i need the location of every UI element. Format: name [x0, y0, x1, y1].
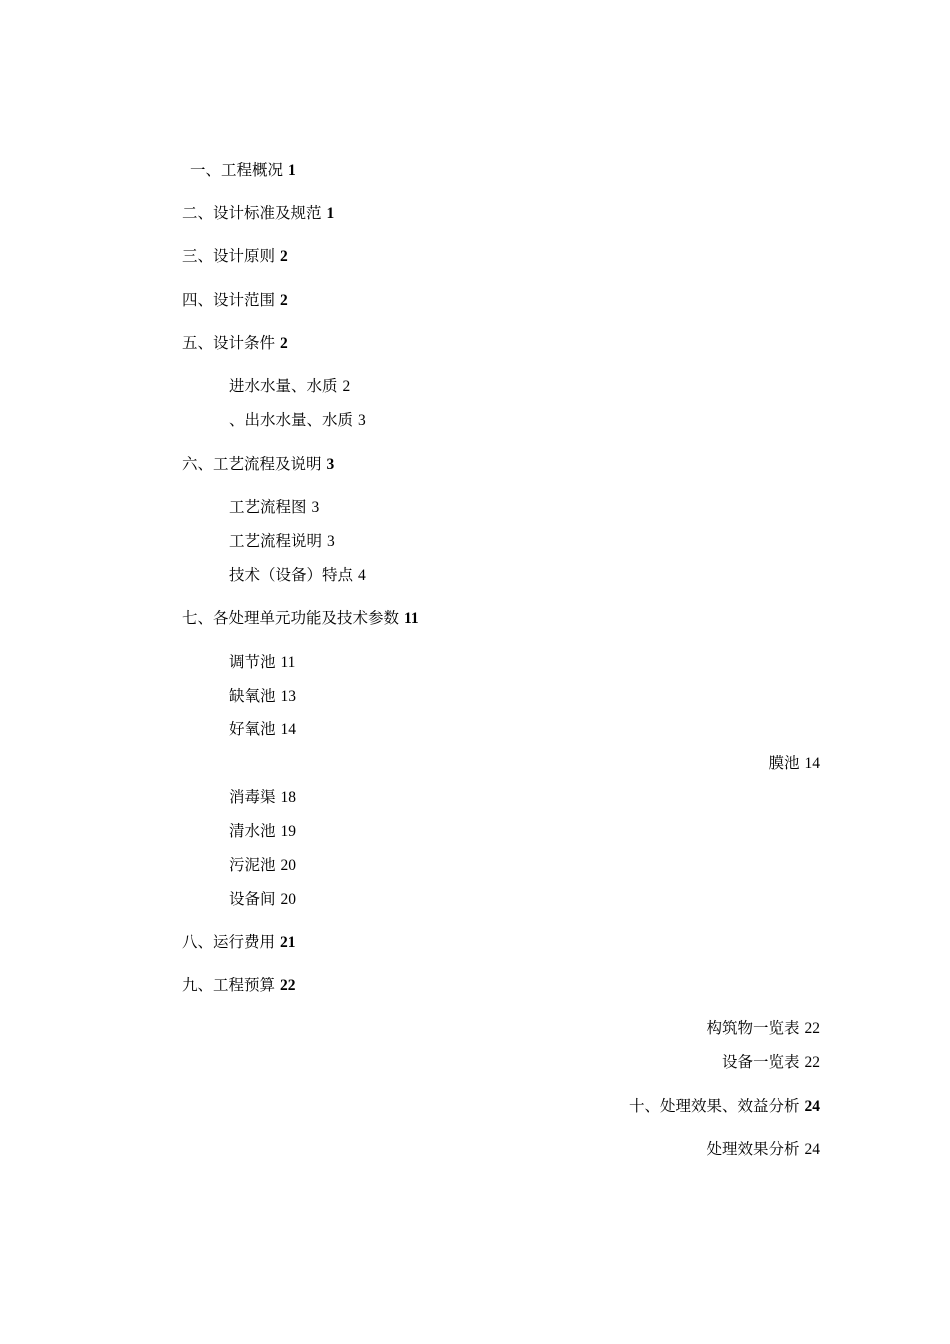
toc-subentry[interactable]: [229, 787, 296, 808]
toc-entry-page: 3: [326, 533, 335, 550]
toc-entry-page: 22: [279, 977, 296, 994]
toc-subentry[interactable]: [229, 855, 296, 876]
toc-entry-title: 处理效果分析: [706, 1140, 800, 1158]
toc-entry-title: 三、设计原则: [182, 247, 276, 265]
toc-entry-title: 缺氧池: [229, 687, 276, 705]
toc-subentry[interactable]: [229, 821, 296, 842]
toc-subentry[interactable]: [769, 753, 820, 774]
toc-entry-title: 膜池: [768, 754, 800, 772]
toc-entry-title: 八、运行费用: [182, 933, 276, 951]
toc-entry-page: 2: [279, 335, 288, 352]
toc-entry[interactable]: [182, 290, 288, 311]
toc-entry-title: 一、工程概况: [190, 161, 284, 179]
toc-entry-page: 24: [804, 1141, 820, 1158]
toc-entry-title: 、出水水量、水质: [229, 411, 354, 429]
toc-entry-title: 十、处理效果、效益分析: [629, 1097, 800, 1115]
toc-entry-page: 2: [279, 248, 288, 265]
toc-subentry[interactable]: [722, 1052, 820, 1073]
toc-entry-title: 工艺流程图: [229, 498, 307, 516]
toc-subentry[interactable]: [229, 376, 350, 397]
toc-entry-title: 好氧池: [229, 720, 276, 738]
toc-entry-page: 3: [357, 412, 366, 429]
toc-subentry[interactable]: [229, 889, 296, 910]
toc-entry-title: 设备一览表: [722, 1053, 800, 1071]
toc-entry[interactable]: [182, 333, 288, 354]
toc-entry[interactable]: [629, 1096, 820, 1117]
toc-entry-page: 2: [279, 292, 288, 309]
toc-entry-page: 3: [326, 456, 335, 473]
toc-entry[interactable]: [182, 454, 334, 475]
toc-entry-page: 24: [804, 1098, 820, 1115]
toc-entry-page: 3: [311, 499, 320, 516]
toc-subentry[interactable]: [229, 652, 295, 673]
toc-subentry[interactable]: [707, 1018, 820, 1039]
toc-entry-title: 设备间: [229, 890, 276, 908]
toc-subentry[interactable]: [229, 686, 296, 707]
toc-entry-page: 11: [280, 654, 296, 671]
toc-entry-page: 22: [804, 1054, 820, 1071]
toc-entry[interactable]: [182, 975, 295, 996]
toc-entry[interactable]: [182, 932, 295, 953]
toc-entry[interactable]: [190, 160, 296, 181]
toc-subentry[interactable]: [229, 531, 335, 552]
toc-entry-title: 调节池: [229, 653, 276, 671]
toc-entry-title: 工艺流程说明: [229, 532, 323, 550]
toc-entry-page: 11: [403, 610, 419, 627]
toc-subentry[interactable]: [229, 565, 366, 586]
toc-entry[interactable]: [182, 246, 288, 267]
toc-entry-title: 污泥池: [229, 856, 276, 874]
toc-entry[interactable]: [182, 203, 334, 224]
toc-entry-title: 四、设计范围: [182, 291, 276, 309]
toc-entry-title: 九、工程预算: [182, 976, 276, 994]
toc-entry-title: 消毒渠: [229, 788, 276, 806]
toc-entry-page: 1: [326, 205, 335, 222]
toc-entry-page: 22: [804, 1020, 820, 1037]
toc-subentry[interactable]: [229, 497, 319, 518]
toc-entry-title: 进水水量、水质: [229, 377, 338, 395]
toc-entry-title: 构筑物一览表: [706, 1019, 800, 1037]
toc-entry-page: 18: [280, 789, 296, 806]
toc-entry-page: 21: [279, 934, 296, 951]
toc-entry-page: 2: [342, 378, 351, 395]
toc-entry-title: 六、工艺流程及说明: [182, 455, 322, 473]
toc-entry-page: 1: [287, 162, 296, 179]
toc-entry-title: 七、各处理单元功能及技术参数: [182, 609, 400, 627]
toc-entry-title: 技术（设备）特点: [229, 566, 354, 584]
toc-entry-page: 14: [280, 721, 296, 738]
toc-entry-page: 4: [357, 567, 366, 584]
toc-subentry[interactable]: [229, 410, 366, 431]
toc-subentry[interactable]: [707, 1139, 820, 1160]
toc-entry-page: 19: [280, 823, 296, 840]
toc-entry-title: 五、设计条件: [182, 334, 276, 352]
toc-entry-page: 20: [280, 891, 296, 908]
toc-entry[interactable]: [182, 608, 419, 629]
toc-entry-page: 13: [280, 688, 296, 705]
toc-entry-page: 20: [280, 857, 296, 874]
toc-entry-title: 二、设计标准及规范: [182, 204, 322, 222]
toc-entry-page: 14: [804, 755, 820, 772]
toc-subentry[interactable]: [229, 719, 296, 740]
toc-entry-title: 清水池: [229, 822, 276, 840]
